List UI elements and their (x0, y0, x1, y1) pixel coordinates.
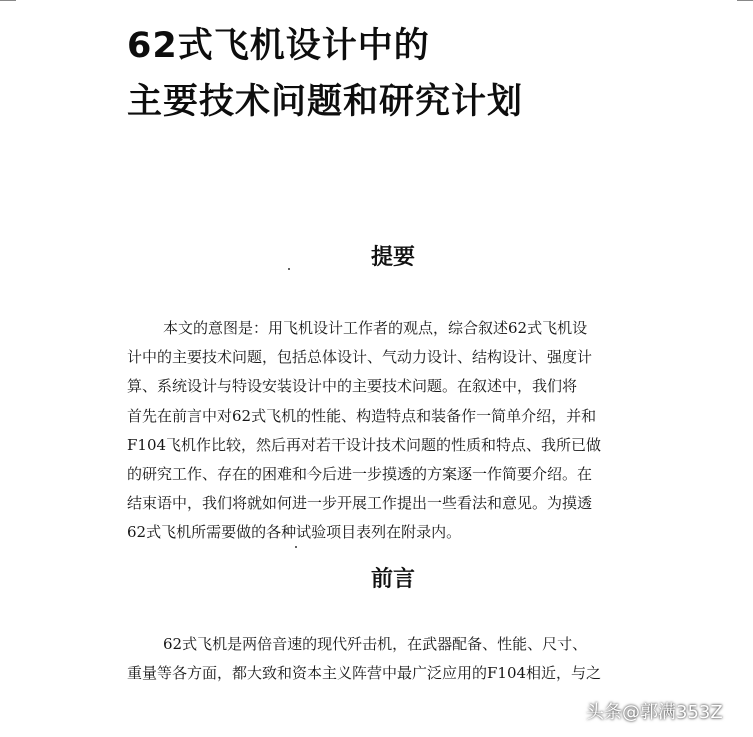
document-title (127, 18, 523, 130)
abstract-line: 计中的主要技术问题，包括总体设计、气动力设计、结构设计、强度计 (127, 348, 593, 367)
abstract-paragraph (127, 314, 667, 548)
scan-speck (288, 268, 290, 270)
scan-corner-mark (0, 0, 16, 9)
abstract-line: 本文的意图是：用飞机设计工作者的观点，综合叙述62式飞机设 (163, 319, 588, 337)
title-line-2: 主要技术问题和研究计划 (127, 82, 524, 122)
scan-speck (295, 546, 297, 548)
intro-line: 62式飞机是两倍音速的现代歼击机，在武器配备、性能、尺寸、 (163, 635, 588, 653)
abstract-line: 算、系统设计与特设安装设计中的主要技术问题。在叙述中，我们将 (127, 377, 578, 396)
abstract-line: 62式飞机所需要做的各种试验项目表列在附录内。 (127, 523, 462, 542)
source-watermark: 头条@郭满353Z (586, 702, 723, 723)
abstract-heading: 提要 (371, 245, 416, 270)
intro-paragraph (127, 630, 667, 688)
abstract-line: F104飞机作比较，然后再对若干设计技术问题的性质和特点、我所已做 (127, 435, 602, 454)
intro-heading: 前言 (371, 567, 416, 592)
title-line-1: 62式飞机设计中的 (127, 26, 430, 66)
abstract-line: 结束语中，我们将就如何进一步开展工作提出一些看法和意见。为摸透 (127, 494, 593, 513)
abstract-line: 的研究工作、存在的困难和今后进一步摸透的方案逐一作简要介绍。在 (127, 465, 593, 484)
intro-line: 重量等各方面，都大致和资本主义阵营中最广泛应用的F104相近，与之 (127, 664, 602, 683)
scan-corner-mark (737, 0, 753, 9)
abstract-line: 首先在前言中对62式飞机的性能、构造特点和装备作一简单介绍，并和 (127, 406, 597, 425)
